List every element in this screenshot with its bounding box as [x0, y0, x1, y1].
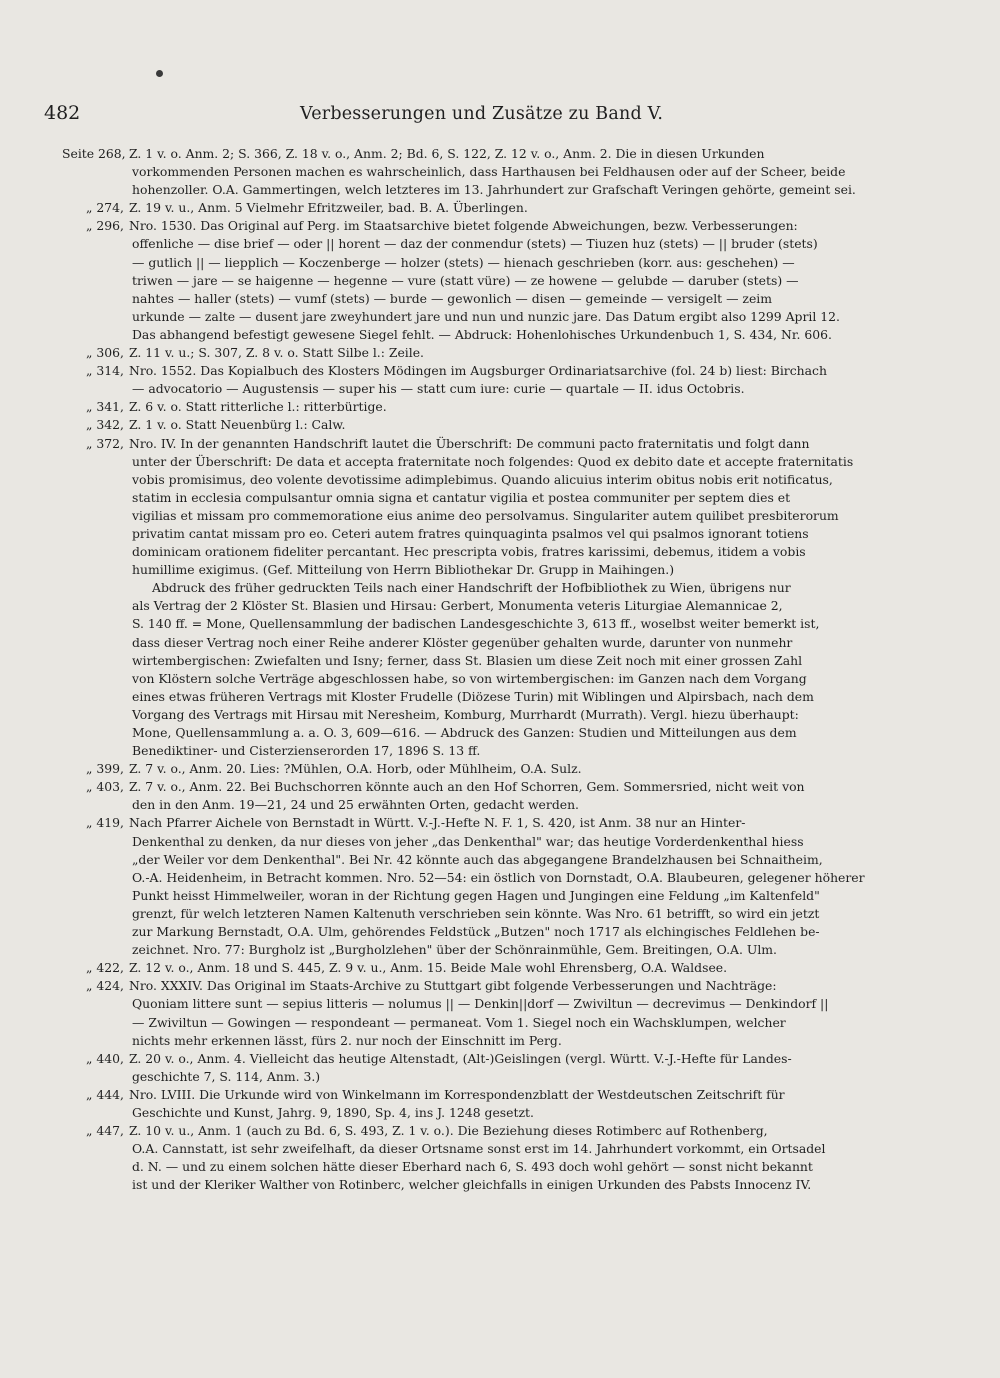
correction-entry	[62, 814, 872, 959]
page-reference: „ 296,	[86, 218, 124, 234]
correction-entry	[62, 778, 872, 814]
entry-text-line: vorkommenden Personen machen es wahrscheinlich, dass Harthausen bei Feldhausen oder auf der Scheer, beide	[132, 164, 846, 180]
entry-text-line: humillime exigimus. (Gef. Mitteilung von Herrn Bibliothekar Dr. Grupp in Maihingen.)	[132, 562, 675, 578]
correction-entry	[62, 362, 872, 398]
correction-entry	[62, 959, 872, 977]
entry-text-line: Nro. 1530. Das Original auf Perg. im Staatsarchive bietet folgende Abweichungen, bezw. Verbesserungen:	[129, 218, 798, 234]
entry-first-line	[62, 145, 872, 163]
entry-text-line: Nro. LVIII. Die Urkunde wird von Winkelmann im Korrespondenzblatt der Westdeutschen Zeitschrift für	[129, 1086, 785, 1102]
entry-text-line: Nro. XXXIV. Das Original im Staats-Archive zu Stuttgart gibt folgende Verbesserungen und Nachträge:	[129, 978, 777, 994]
entry-text-line: „der Weiler vor dem Denkenthal". Bei Nr. 42 könnte auch das abgegangene Brandelzhausen bei Schnaitheim,	[132, 851, 823, 867]
paragraph-text-line: Mone, Quellensammlung a. a. O. 3, 609—616. — Abdruck des Ganzen: Studien und Mitteilungen aus dem	[132, 725, 797, 740]
paragraph-text-line: von Klöstern solche Verträge abgeschlossen habe, so von wirtembergischen: im Ganzen nach dem Vorgang	[132, 670, 807, 686]
corrections-list	[62, 145, 872, 1194]
correction-entry	[62, 398, 872, 416]
entry-text-line: zeichnet. Nro. 77: Burgholz ist „Burgholzlehen" über der Schönrainmühle, Gem. Breitingen, O.A. Ulm.	[132, 942, 777, 958]
entry-text-line: — advocatorio — Augustensis — super his — statt cum iure: curie — quartale — II. idus Octobris.	[132, 381, 745, 397]
entry-text-line: den in den Anm. 19—21, 24 und 25 erwähnten Orten, gedacht werden.	[132, 797, 580, 813]
paragraph-text-line: dass dieser Vertrag noch einer Reihe anderer Klöster gegenüber gehalten wurde, darunter von nunmehr	[132, 634, 793, 650]
entry-text-line: offenliche — dise brief — oder || horent — daz der conmendur (stets) — Tiuzen huz (stets) — || bruder (stets)	[132, 236, 818, 252]
entry-text-line: Z. 7 v. o., Anm. 20. Lies: ?Mühlen, O.A. Horb, oder Mühlheim, O.A. Sulz.	[129, 761, 582, 777]
entry-text-line: nichts mehr erkennen lässt, fürs 2. nur noch der Einschnitt im Perg.	[132, 1032, 562, 1048]
correction-entry	[62, 217, 872, 344]
entry-first-line	[62, 977, 872, 995]
page-reference: „ 372,	[86, 435, 124, 451]
page-reference: „ 424,	[86, 978, 124, 994]
entry-text-line: vigilias et missam pro commemoratione eius anime deo persolvamus. Singulariter autem quilibet presbiterorum	[132, 507, 839, 523]
page-reference: „ 440,	[86, 1050, 124, 1066]
entry-text-line: geschichte 7, S. 114, Anm. 3.)	[132, 1068, 321, 1084]
page-header	[0, 102, 1000, 132]
correction-entry	[62, 145, 872, 199]
entry-text-line: Z. 7 v. o., Anm. 22. Bei Buchschorren könnte auch an den Hof Schorren, Gem. Sommersried, nicht weit von	[129, 779, 805, 795]
correction-entry	[62, 435, 872, 761]
entry-text-line: ist und der Kleriker Walther von Rotinberc, welcher gleichfalls in einigen Urkunden des Pabsts Innocenz IV.	[132, 1177, 812, 1193]
running-title: Verbesserungen und Zusätze zu Band V.	[300, 104, 664, 124]
entry-first-line	[62, 435, 872, 453]
entry-text-line: O.-A. Heidenheim, in Betracht kommen. Nro. 52—54: ein östlich von Dornstadt, O.A. Blaubeuren, gelegener höherer	[132, 869, 865, 885]
page-reference: „ 447,	[86, 1123, 124, 1139]
entry-first-line	[62, 778, 872, 796]
page-reference: „ 444,	[86, 1086, 124, 1102]
correction-entry	[62, 199, 872, 217]
entry-text-line: dominicam orationem fideliter percantant. Hec prescripta vobis, fratres karissimi, debemus, itidem a vobis	[132, 544, 806, 560]
paragraph-text-line: wirtembergischen: Zwiefalten und Isny; ferner, dass St. Blasien um diese Zeit noch mit einer grossen Zahl	[132, 652, 803, 668]
entry-text-line: urkunde — zalte — dusent jare zweyhundert jare und nun und nunzic jare. Das Datum ergibt also 1299 April 12.	[132, 308, 840, 324]
paragraph-text-line: S. 140 ff. = Mone, Quellensammlung der badischen Landesgeschichte 3, 613 ff., woselbst weiter bemerkt ist,	[132, 616, 820, 632]
correction-entry	[62, 1086, 872, 1122]
entry-text-line: Nro. IV. In der genannten Handschrift lautet die Überschrift: De communi pacto fraternitatis und folgt dann	[129, 435, 810, 451]
entry-text-line: d. N. — und zu einem solchen hätte dieser Eberhard nach 6, S. 493 doch wohl gehört — sonst nicht bekannt	[132, 1159, 813, 1175]
entry-text-line: Z. 12 v. o., Anm. 18 und S. 445, Z. 9 v. u., Anm. 15. Beide Male wohl Ehrensberg, O.A. Waldsee.	[129, 960, 728, 976]
correction-entry	[62, 1050, 872, 1086]
page-reference: „ 314,	[86, 363, 124, 379]
correction-entry	[62, 344, 872, 362]
entry-text-line: Z. 20 v. o., Anm. 4. Vielleicht das heutige Altenstadt, (Alt-)Geislingen (vergl. Württ. V.-J.-Hefte für Landes-	[129, 1050, 792, 1066]
page-reference: „ 342,	[86, 417, 124, 433]
entry-first-line	[62, 1086, 872, 1104]
entry-text-line: nahtes — haller (stets) — vumf (stets) — burde — gewonlich — disen — gemeinde — versigelt — zeim	[132, 290, 772, 306]
entry-first-line	[62, 398, 872, 416]
paragraph-text-line: Benediktiner- und Cisterzienserorden 17, 1896 S. 13 ff.	[132, 743, 481, 759]
entry-text-line: O.A. Cannstatt, ist sehr zweifelhaft, da dieser Ortsname sonst erst im 14. Jahrhundert vorkommt, ein Ortsadel	[132, 1141, 826, 1157]
correction-entry	[62, 1122, 872, 1194]
entry-text-line: statim in ecclesia compulsantur omnia signa et cantatur vigilia et postea communiter per septem dies et	[132, 489, 791, 505]
page-reference: „ 422,	[86, 960, 124, 976]
entry-first-line	[62, 416, 872, 434]
entry-text-line: Z. 6 v. o. Statt ritterliche l.: ritterbürtige.	[129, 399, 387, 415]
entry-first-line	[62, 814, 872, 832]
ink-spot	[156, 70, 163, 77]
entry-text-line: Z. 11 v. u.; S. 307, Z. 8 v. o. Statt Silbe l.: Zeile.	[129, 345, 425, 361]
entry-first-line	[62, 344, 872, 362]
entry-first-line	[62, 217, 872, 235]
paragraph-text-line: eines etwas früheren Vertrags mit Kloster Frudelle (Diözese Turin) mit Wiblingen und Alpirsbach, nach dem	[132, 688, 814, 704]
page-reference: „ 419,	[86, 815, 124, 831]
correction-entry	[62, 760, 872, 778]
entry-text-line: Z. 1 v. o. Statt Neuenbürg l.: Calw.	[129, 417, 346, 433]
paragraph-text-line: Vorgang des Vertrags mit Hirsau mit Neresheim, Komburg, Murrhardt (Murrath). Vergl. hiezu überhaupt:	[132, 706, 799, 722]
entry-text-line: unter der Überschrift: De data et accepta fraternitate noch folgendes: Quod ex debito date et accepte fraternitatis	[132, 453, 854, 469]
entry-first-line	[62, 199, 872, 217]
entry-text-line: Z. 1 v. o. Anm. 2; S. 366, Z. 18 v. o., Anm. 2; Bd. 6, S. 122, Z. 12 v. o., Anm. 2. Die in diesen Urkunden	[129, 146, 765, 161]
entry-text-line: Denkenthal zu denken, da nur dieses von jeher „das Denkenthal" war; das heutige Vorderdenkenthal hiess	[132, 833, 804, 849]
entry-text-line: Geschichte und Kunst, Jahrg. 9, 1890, Sp. 4, ins J. 1248 gesetzt.	[132, 1104, 534, 1120]
paragraph-text-line: als Vertrag der 2 Klöster St. Blasien und Hirsau: Gerbert, Monumenta veteris Liturgiae Alemannicae 2,	[132, 598, 783, 614]
entry-first-line	[62, 362, 872, 380]
page-reference: Seite 268,	[62, 146, 126, 161]
entry-text-line: — gutlich || — liepplich — Koczenberge — holzer (stets) — hienach geschrieben (korr. aus: geschehen) —	[132, 254, 795, 270]
entry-text-line: grenzt, für welch letzteren Namen Kaltenuth verschrieben sein könnte. Was Nro. 61 betrifft, so wird ein jetzt	[132, 905, 820, 921]
entry-text-line: Z. 10 v. u., Anm. 1 (auch zu Bd. 6, S. 493, Z. 1 v. o.). Die Beziehung dieses Rotimberc auf Rothenberg,	[129, 1123, 768, 1139]
entry-text-line: Punkt heisst Himmelweiler, woran in der Richtung gegen Hagen und Jungingen eine Feldung „im Kaltenfeld"	[132, 887, 820, 903]
entry-first-line	[62, 1050, 872, 1068]
entry-text-line: — Zwiviltun — Gowingen — respondeant — permaneat. Vom 1. Siegel noch ein Wachsklumpen, welcher	[132, 1014, 786, 1030]
entry-text-line: zur Markung Bernstadt, O.A. Ulm, gehörendes Feldstück „Butzen" noch 1717 als elchingisches Feldlehen be-	[132, 924, 820, 940]
entry-text-line: Quoniam littere sunt — sepius litteris — nolumus || — Denkin||dorf — Zwiviltun — decrevimus — Denkindorf ||	[132, 996, 829, 1012]
entry-text-line: Das abhangend befestigt gewesene Siegel fehlt. — Abdruck: Hohenlohisches Urkundenbuch 1, S. 434, Nr. 606.	[132, 326, 832, 342]
paragraph-first-line: Abdruck des früher gedruckten Teils nach einer Handschrift der Hofbibliothek zu Wien, übrigens nur	[152, 580, 791, 596]
entry-text-line: vobis promisimus, deo volente devotissime adimplebimus. Quando alicuius interim obitus nobis erit notificatus,	[132, 471, 833, 487]
page-reference: „ 274,	[86, 200, 124, 216]
page-reference: „ 306,	[86, 345, 124, 361]
entry-text-line: Nach Pfarrer Aichele von Bernstadt in Württ. V.-J.-Hefte N. F. 1, S. 420, ist Anm. 38 nur an Hinter-	[129, 815, 746, 831]
entry-text-line: privatim cantat missam pro eo. Ceteri autem fratres quinquaginta psalmos vel qui psalmos ignorant totiens	[132, 525, 809, 541]
page-reference: „ 399,	[86, 761, 124, 777]
entry-text-line: triwen — jare — se haigenne — hegenne — vure (statt vüre) — ze howene — gelubde — daruber (stets) —	[132, 272, 799, 288]
page-reference: „ 341,	[86, 399, 124, 415]
correction-entry	[62, 977, 872, 1049]
entry-text-line: Nro. 1552. Das Kopialbuch des Klosters Mödingen im Augsburger Ordinariatsarchive (fol. 24 b) liest: Birchach	[129, 363, 827, 379]
entry-text-line: hohenzoller. O.A. Gammertingen, welch letzteres im 13. Jahrhundert zur Grafschaft Veringen gehörte, gemeint sei.	[132, 182, 856, 198]
page-reference: „ 403,	[86, 779, 124, 795]
entry-text-line: Z. 19 v. u., Anm. 5 Vielmehr Efritzweiler, bad. B. A. Überlingen.	[129, 200, 528, 216]
page-number: 482	[44, 102, 81, 124]
entry-first-line	[62, 1122, 872, 1140]
entry-first-line	[62, 959, 872, 977]
correction-entry	[62, 416, 872, 434]
entry-first-line	[62, 760, 872, 778]
